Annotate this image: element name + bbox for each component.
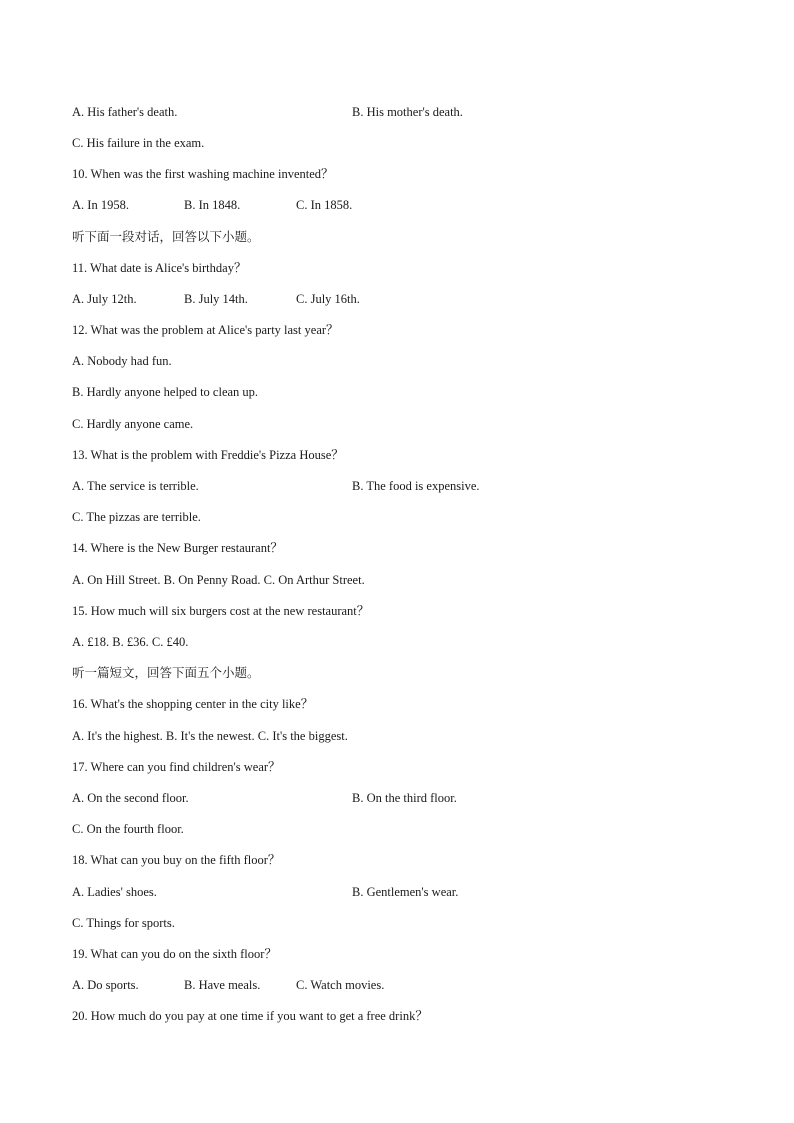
question-17: 17. Where can you find children's wear？ (72, 760, 281, 774)
option-b: B. On the third floor. (352, 791, 457, 805)
question-14: 14. Where is the New Burger restaurant？ (72, 541, 283, 555)
option-line: A. Nobody had fun. (72, 354, 172, 368)
option-line: A. It's the highest. B. It's the newest. C. It's the biggest. (72, 729, 348, 743)
option-b: B. Have meals. (184, 978, 261, 992)
option-c: C. Watch movies. (296, 978, 385, 992)
option-a: A. Do sports. (72, 978, 139, 992)
question-19: 19. What can you do on the sixth floor？ (72, 947, 277, 961)
option-a: A. His father's death. (72, 105, 178, 119)
option-a: A. Ladies' shoes. (72, 885, 157, 899)
option-line: C. Hardly anyone came. (72, 417, 194, 431)
option-line: C. The pizzas are terrible. (72, 510, 201, 524)
question-16: 16. What's the shopping center in the city like？ (72, 697, 314, 711)
option-b: B. His mother's death. (352, 105, 463, 119)
option-b: B. July 14th. (184, 292, 248, 306)
option-b: B. In 1848. (184, 198, 241, 212)
option-line: C. His failure in the exam. (72, 136, 205, 150)
option-c: C. In 1858. (296, 198, 353, 212)
option-a: A. On the second floor. (72, 791, 189, 805)
section-instruction: 听下面一段对话，回答以下小题。 (72, 229, 260, 244)
question-18: 18. What can you buy on the fifth floor？ (72, 853, 281, 867)
option-line: B. Hardly anyone helped to clean up. (72, 385, 259, 399)
question-11: 11. What date is Alice's birthday？ (72, 261, 247, 275)
option-a: A. July 12th. (72, 292, 137, 306)
option-b: B. The food is expensive. (352, 479, 480, 493)
option-line: A. On Hill Street. B. On Penny Road. C. On Arthur Street. (72, 573, 365, 587)
section-instruction: 听一篇短文，回答下面五个小题。 (72, 665, 260, 680)
option-c: C. July 16th. (296, 292, 360, 306)
question-15: 15. How much will six burgers cost at the new restaurant？ (72, 604, 370, 618)
option-line: A. £18. B. £36. C. £40. (72, 635, 189, 649)
option-a: A. In 1958. (72, 198, 129, 212)
question-10: 10. When was the first washing machine invented？ (72, 167, 334, 181)
question-13: 13. What is the problem with Freddie's Pizza House？ (72, 448, 344, 462)
option-line: C. Things for sports. (72, 916, 175, 930)
question-20: 20. How much do you pay at one time if you want to get a free drink？ (72, 1009, 428, 1023)
option-a: A. The service is terrible. (72, 479, 199, 493)
question-12: 12. What was the problem at Alice's party last year？ (72, 323, 339, 337)
option-line: C. On the fourth floor. (72, 822, 184, 836)
option-b: B. Gentlemen's wear. (352, 885, 459, 899)
